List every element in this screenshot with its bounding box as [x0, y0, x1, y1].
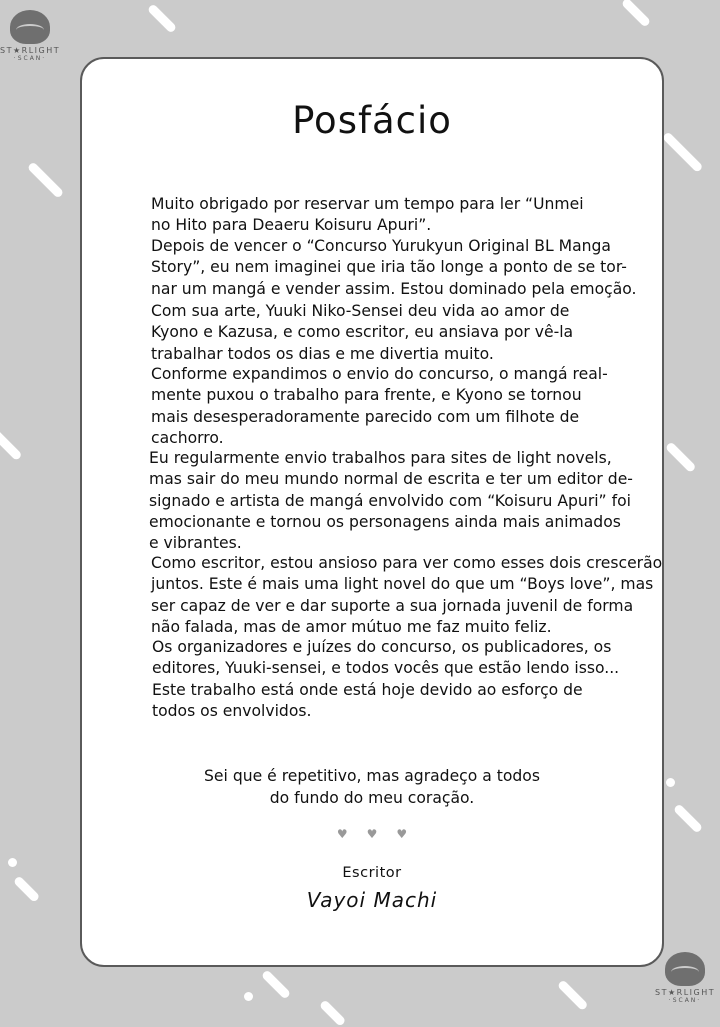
text-line: emocionante e tornou os personagens ainda mais animados [149, 512, 621, 531]
text-line: Com sua arte, Yuuki Niko-Sensei deu vida ao amor de [151, 302, 570, 320]
text-line: no Hito para Deaeru Koisuru Apuri”. [151, 216, 432, 235]
text-line: ser capaz de ver e dar suporte a sua jornada juvenil de forma [151, 596, 634, 615]
watermark-logo-top [0, 10, 60, 62]
text-line: todos os envolvidos. [152, 701, 312, 720]
text-line: mente puxou o trabalho para frente, e Kyono se tornou [151, 386, 582, 405]
text-line: Muito obrigado por reservar um tempo para ler “Unmei [151, 195, 584, 213]
author-name: Vayoi Machi [306, 888, 438, 912]
text-line: mas sair do meu mundo normal de escrita e ter um editor de- [149, 470, 633, 489]
text-line: cachorro. [151, 428, 224, 447]
paragraph-5 [149, 448, 633, 554]
text-line: Depois de vencer o “Concurso Yurukyun Original BL Manga [151, 237, 611, 255]
watermark-brand: ST★RLIGHT [655, 988, 716, 997]
paragraph-4 [151, 364, 608, 449]
text-line: nar um mangá e vender assim. Estou dominado pela emoção. [151, 279, 637, 298]
text-line: Eu regularmente envio trabalhos para sites de light novels, [149, 449, 612, 467]
paragraph-1 [151, 194, 584, 237]
paragraph-7 [152, 637, 619, 722]
paragraph-3 [151, 301, 573, 365]
text-line: trabalhar todos os dias e me divertia muito. [151, 344, 494, 363]
watermark-sub: ·SCAN· [13, 55, 47, 62]
text-line: Este trabalho está onde está hoje devido ao esforço de [152, 680, 583, 699]
text-line: Como escritor, estou ansioso para ver como esses dois crescerão [151, 554, 663, 572]
text-line: Story”, eu nem imaginei que iria tão longe a ponto de se tor- [151, 258, 627, 277]
text-line: do fundo do meu coração. [269, 789, 475, 807]
paragraph-6 [151, 553, 662, 638]
watermark-sub: ·SCAN· [668, 997, 702, 1004]
text-line: Sei que é repetitivo, mas agradeço a todos [204, 767, 540, 785]
text-line: Conforme expandimos o envio do concurso, o mangá real- [151, 365, 608, 383]
starlight-logo-icon [665, 952, 705, 986]
watermark-logo-bottom [655, 952, 715, 1004]
text-line: não falada, mas de amor mútuo me faz muito feliz. [151, 617, 552, 636]
text-line: editores, Yuuki-sensei, e todos vocês que estão lendo isso... [152, 659, 620, 678]
text-line: mais desesperadoramente parecido com um filhote de [151, 407, 580, 426]
text-line: e vibrantes. [149, 534, 242, 553]
watermark-brand: ST★RLIGHT [0, 46, 61, 55]
afterword-card [80, 57, 664, 967]
text-line: signado e artista de mangá envolvido com “Koisuru Apuri” foi [149, 491, 631, 510]
starlight-logo-icon [10, 10, 50, 44]
text-line: Os organizadores e juízes do concurso, os publicadores, os [152, 638, 612, 656]
paragraph-2 [151, 236, 637, 300]
hearts-divider-icon: ♥♥♥ [336, 827, 427, 841]
author-role: Escritor [342, 865, 402, 881]
text-line: Kyono e Kazusa, e como escritor, eu ansiava por vê-la [151, 323, 574, 342]
page-title: Posfácio [292, 99, 452, 142]
text-line: juntos. Este é mais uma light novel do que um “Boys love”, mas [151, 575, 654, 594]
closing-message [82, 765, 662, 809]
